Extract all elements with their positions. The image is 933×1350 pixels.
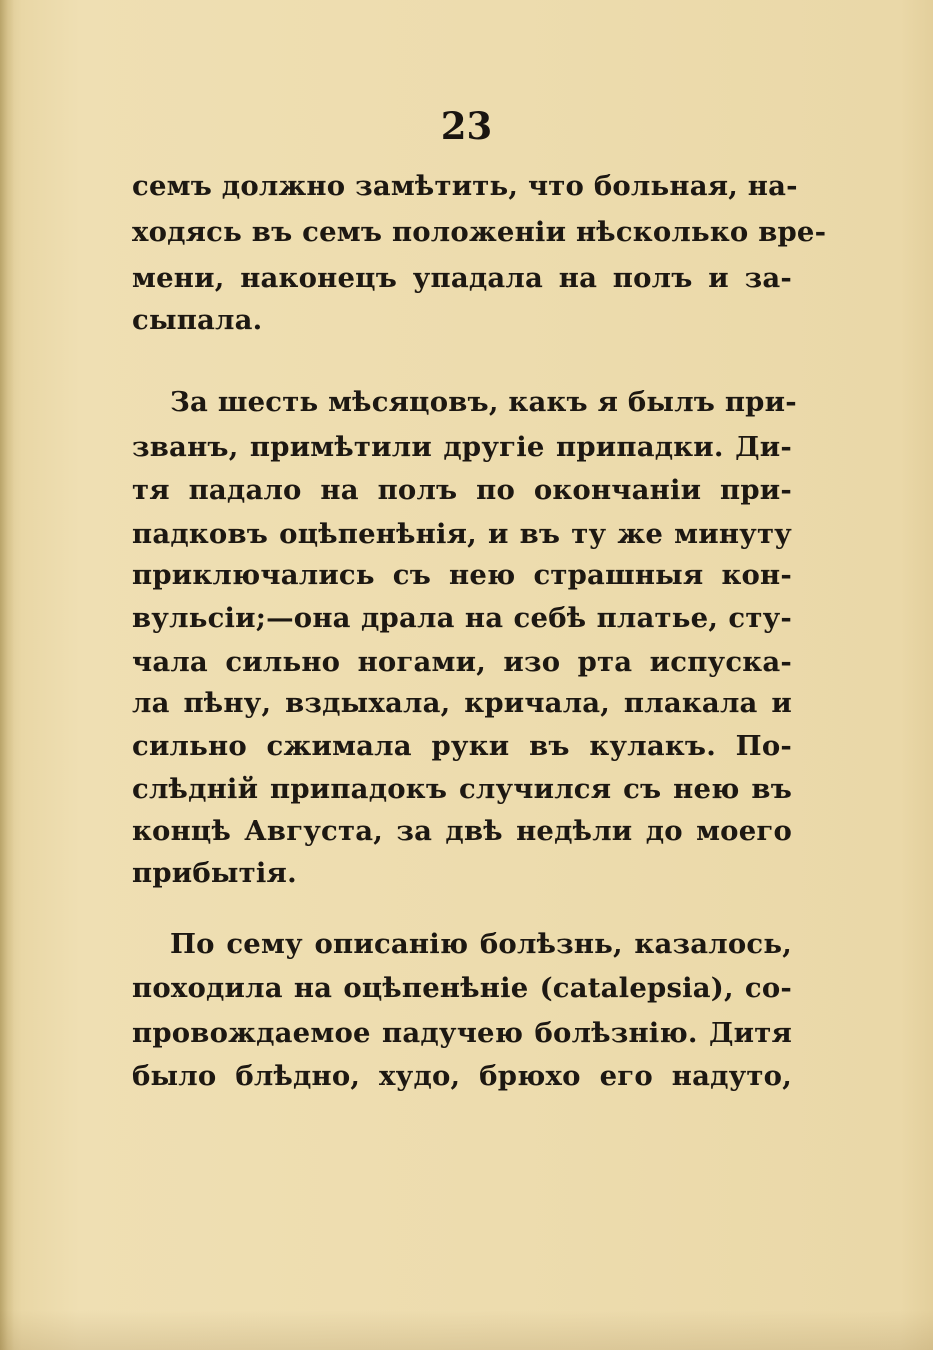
text-line: званъ, примѣтили другiе припадки. Ди-	[132, 431, 792, 463]
text-line: По сему описанiю болѣзнь, казалось,	[170, 928, 792, 960]
text-line: падковъ оцѣпенѣнiя, и въ ту же минуту	[132, 518, 792, 550]
text-line: слѣднiй припадокъ случился съ нею въ	[132, 773, 792, 805]
text-line: мени, наконецъ упадала на полъ и за-	[132, 262, 792, 294]
text-line: сыпала.	[132, 304, 263, 336]
text-line: концѣ Августа, за двѣ недѣли до моего	[132, 815, 792, 847]
text-line: походила на оцѣпенѣнiе (catalepsia), со-	[132, 972, 792, 1004]
text-line: ла пѣну, вздыхала, кричала, плакала и	[132, 687, 792, 719]
text-line: За шесть мѣсяцовъ, какъ я былъ при-	[170, 386, 797, 418]
text-line: вульсiи;—она драла на себѣ платье, сту-	[132, 602, 792, 634]
text-line: было блѣдно, худо, брюхо его надуто,	[132, 1060, 792, 1092]
page-number: 23	[440, 104, 493, 148]
text-line: провождаемое падучею болѣзнiю. Дитя	[132, 1017, 792, 1049]
page-bottom-edge	[0, 1310, 933, 1350]
text-line: чала сильно ногами, изо рта испуска-	[132, 646, 792, 678]
text-line: сильно сжимала руки въ кулакъ. По-	[132, 730, 792, 762]
text-line: приключались съ нею страшныя кон-	[132, 559, 792, 591]
text-line: прибытiя.	[132, 857, 297, 889]
text-line: тя падало на полъ по окончанiи при-	[132, 474, 792, 506]
text-line: семъ должно замѣтить, что больная, на-	[132, 170, 798, 202]
text-line: ходясь въ семъ положенiи нѣсколько вре-	[132, 216, 827, 248]
page-spine-shadow	[0, 0, 14, 1350]
